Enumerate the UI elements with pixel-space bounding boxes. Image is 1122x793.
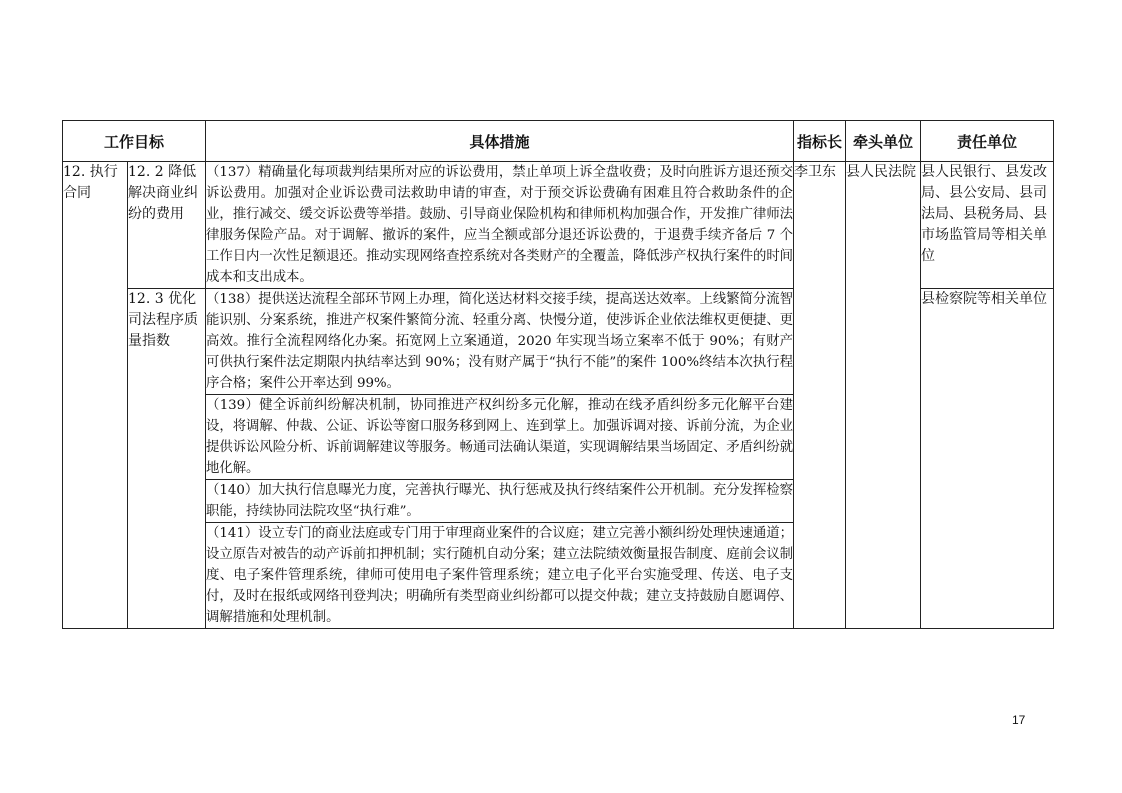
header-measures: 具体措施 <box>206 121 794 162</box>
header-lead-unit: 牵头单位 <box>846 121 921 162</box>
responsible-cell: 县检察院等相关单位 <box>921 289 1054 629</box>
measure-cell: （139）健全诉前纠纷解决机制，协同推进产权纠纷多元化解，推动在线矛盾纠纷多元化解平台建设，将调解、仲裁、公证、诉讼等窗口服务移到网上、连到掌上。加强诉调对接、诉前分流，为企业提供诉讼风险分析、诉前调解建议等服务。畅通司法确认渠道，实现调解结果当场固定、矛盾纠纷就地化解。 <box>206 395 794 480</box>
goal-cell: 12. 执行合同 <box>63 162 128 629</box>
table-row <box>63 162 1054 289</box>
measure-cell: （140）加大执行信息曝光力度，完善执行曝光、执行惩戒及执行终结案件公开机制。充分发挥检察职能，持续协同法院攻坚“执行难”。 <box>206 480 794 523</box>
sub-goal-cell: 12. 2 降低解决商业纠纷的费用 <box>128 162 206 289</box>
responsible-cell: 县人民银行、县发改局、县公安局、县司法局、县税务局、县市场监管局等相关单位 <box>921 162 1054 289</box>
header-row <box>63 121 1054 162</box>
measure-cell: （138）提供送达流程全部环节网上办理，简化送达材料交接手续，提高送达效率。上线繁简分流智能识别、分案系统，推进产权案件繁简分流、轻重分离、快慢分道，使涉诉企业依法维权更便捷、更高效。推行全流程网络化办案。拓宽网上立案通道，2020 年实现当场立案率不低于 90%；有财产可供执行案件法定期限内执结率达到 90%；没有财产属于“执行不能”的案件 100%终结本次执行程序合格；案件公开率达到 99%。 <box>206 289 794 395</box>
measures-table <box>62 120 1054 629</box>
header-responsible: 责任单位 <box>921 121 1054 162</box>
measure-cell: （137）精确量化每项裁判结果所对应的诉讼费用，禁止单项上诉全盘收费；及时向胜诉方退还预交诉讼费用。加强对企业诉讼费司法救助申请的审查，对于预交诉讼费确有困难且符合救助条件的企业，推行减交、缓交诉讼费等举措。鼓励、引导商业保险机构和律师机构加强合作，开发推广律师法律服务保险产品。对于调解、撤诉的案件，应当全额或部分退还诉讼费的，于退费手续齐备后 7 个工作日内一次性足额退还。推动实现网络查控系统对各类财产的全覆盖，降低涉产权执行案件的时间成本和支出成本。 <box>206 162 794 289</box>
leader-cell: 李卫东 <box>794 162 846 629</box>
header-leader: 指标长 <box>794 121 846 162</box>
sub-goal-cell: 12. 3 优化司法程序质量指数 <box>128 289 206 629</box>
measure-cell: （141）设立专门的商业法庭或专门用于审理商业案件的合议庭；建立完善小额纠纷处理快速通道；设立原告对被告的动产诉前扣押机制；实行随机自动分案；建立法院绩效衡量报告制度、庭前会议制度、电子案件管理系统，律师可使用电子案件管理系统；建立电子化平台实施受理、传送、电子支付，及时在报纸或网络刊登判决；明确所有类型商业纠纷都可以提交仲裁；建立支持鼓励自愿调停、调解措施和处理机制。 <box>206 523 794 629</box>
lead-unit-cell: 县人民法院 <box>846 162 921 629</box>
header-goal: 工作目标 <box>63 121 206 162</box>
page-number: 17 <box>1012 713 1026 727</box>
